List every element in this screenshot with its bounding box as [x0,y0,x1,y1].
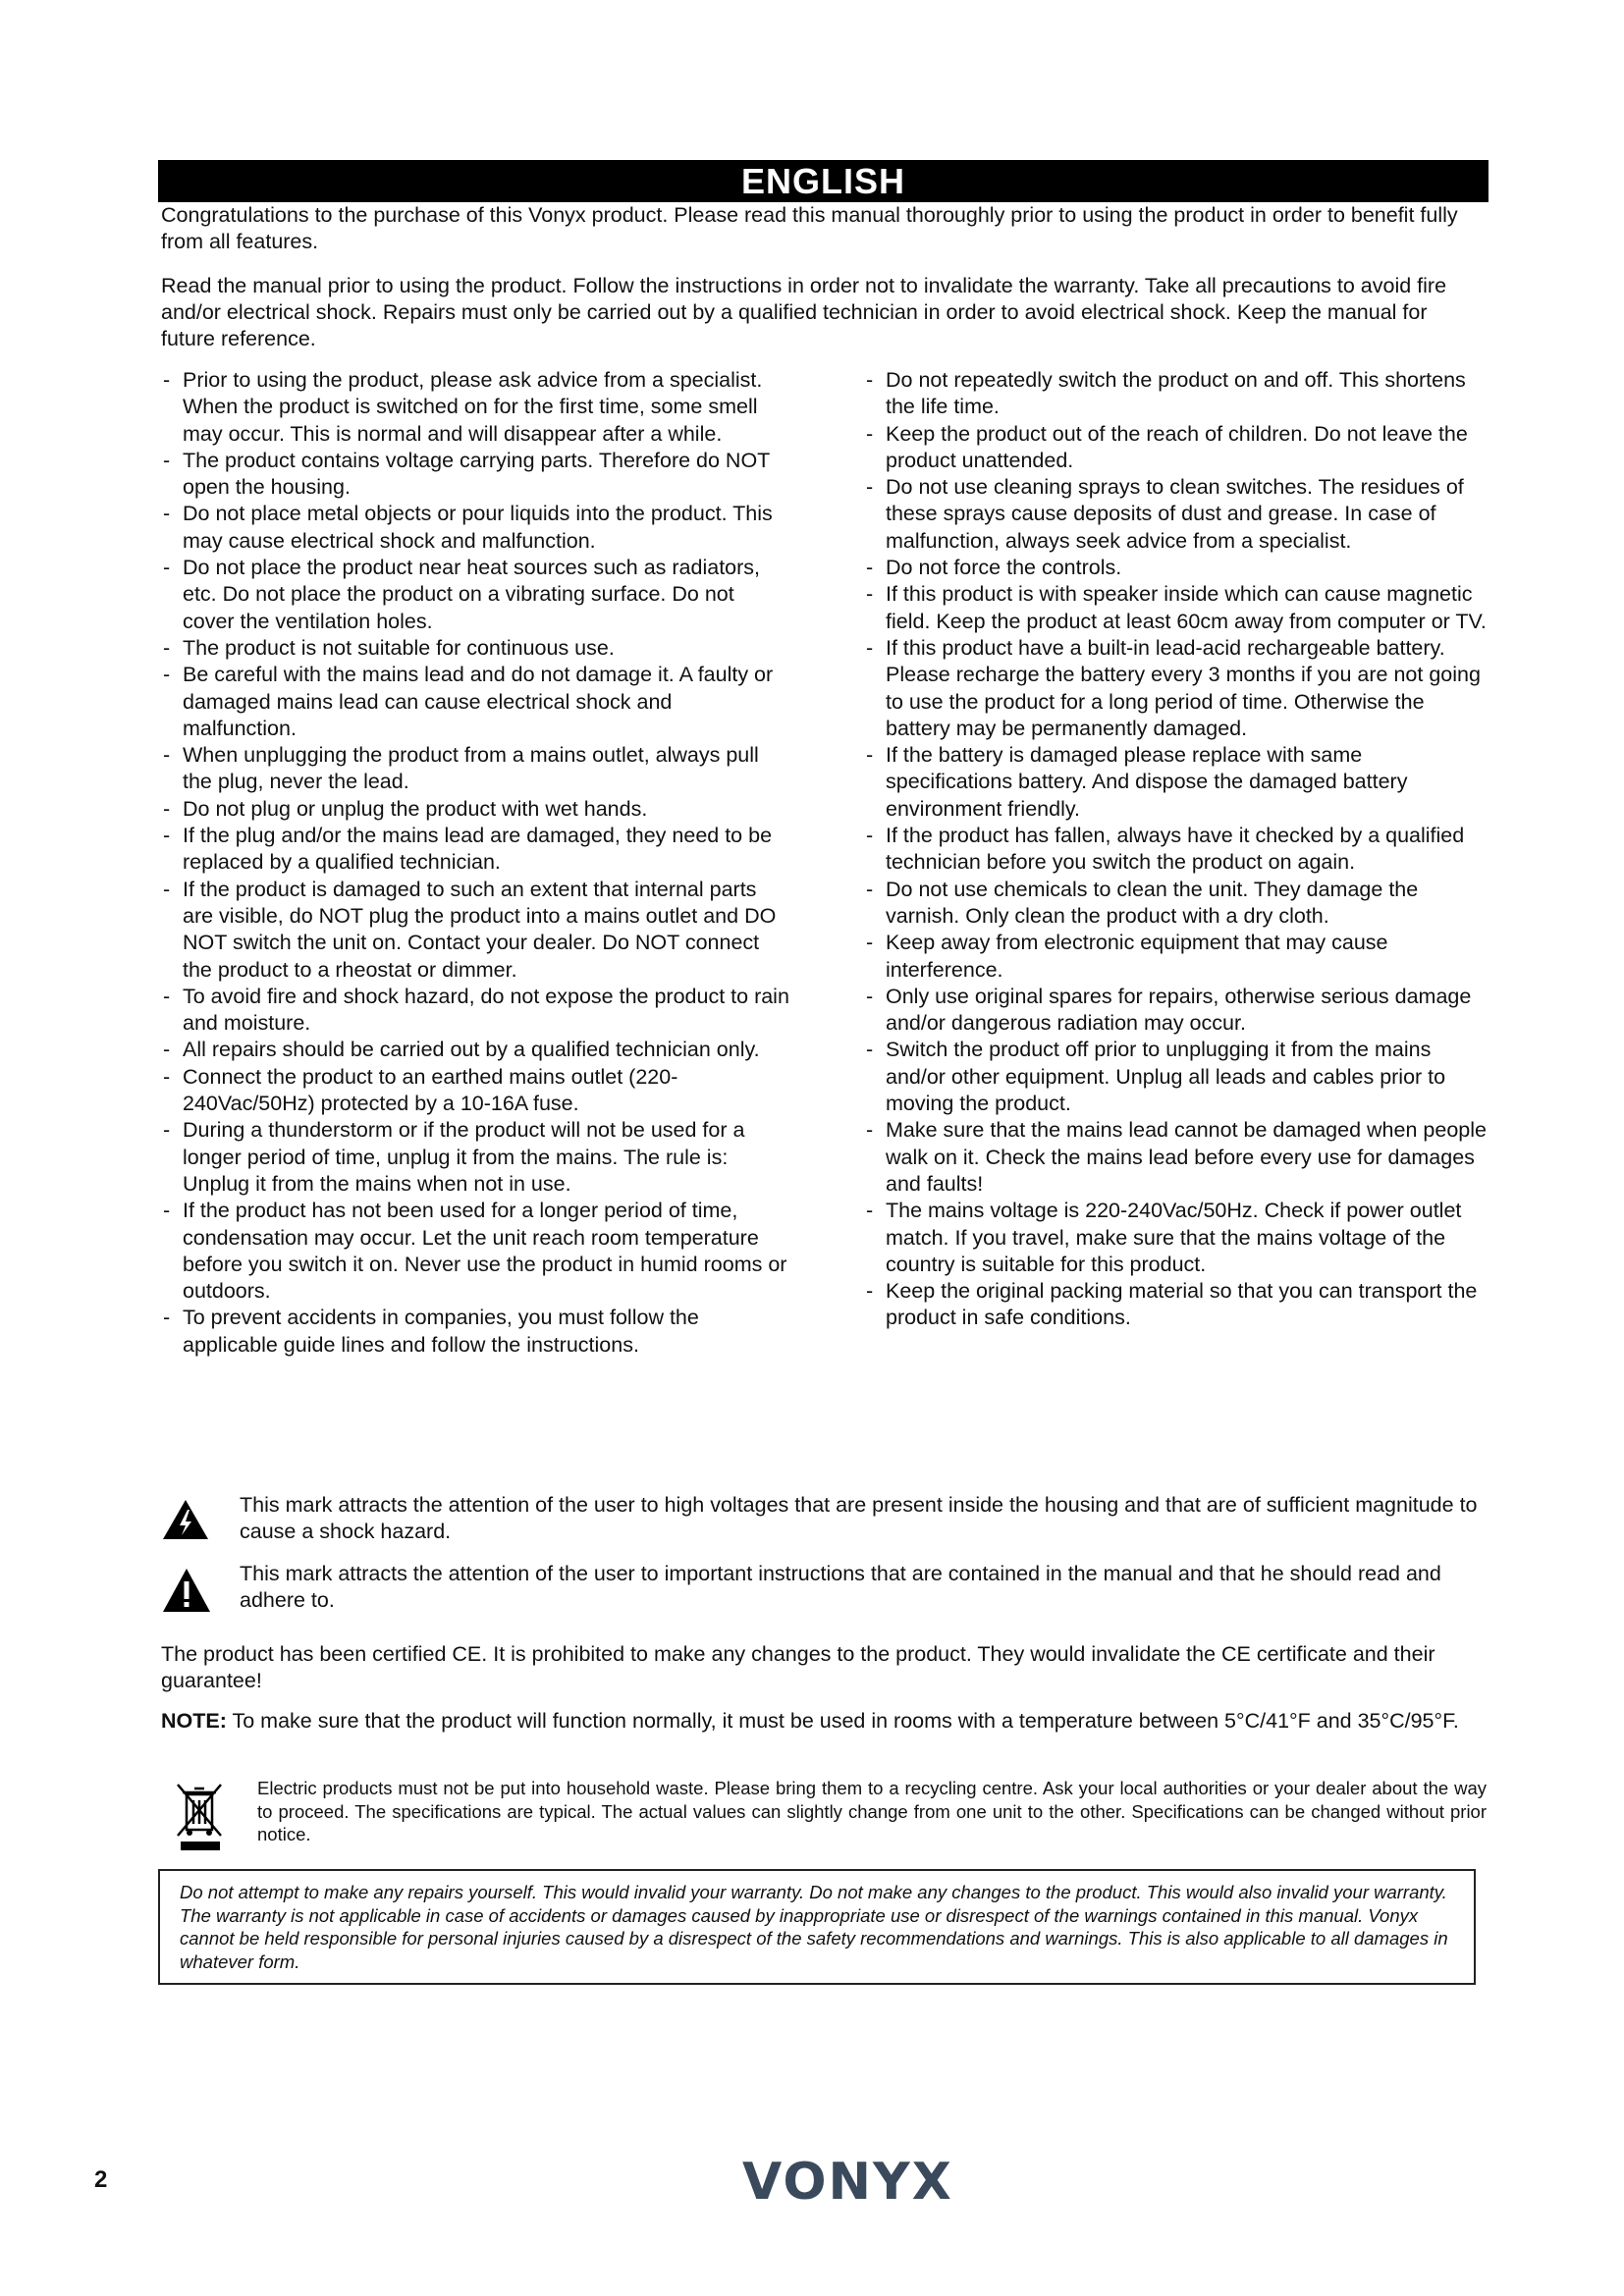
safety-item: - To prevent accidents in companies, you must follow the applicable guide lines and follow the instructions. [161,1305,789,1359]
safety-item: - The mains voltage is 220-240Vac/50Hz. Check if power outlet match. If you travel, make sure that the mains voltage of the country is suitable for this product. [864,1198,1492,1278]
important-instructions-text: This mark attracts the attention of the user to important instructions that are contained in the manual and that he should read and adhere to. [240,1562,1441,1612]
safety-item: - If the product has not been used for a longer period of time, condensation may occur. Let the unit reach room temperature before you switch it on. Never use the product in humid rooms or outdoors. [161,1198,789,1305]
language-banner: ENGLISH [158,160,1489,202]
safety-item: - The product is not suitable for continuous use. [161,635,789,662]
safety-item: - All repairs should be carried out by a qualified technician only. [161,1037,789,1063]
safety-item: - Do not place the product near heat sources such as radiators, etc. Do not place the product on a vibrating surface. Do not cover the ventilation holes. [161,555,789,635]
ce-paragraph: The product has been certified CE. It is prohibited to make any changes to the product. They would invalidate the CE certificate and their guarantee! [161,1642,1435,1692]
safety-item: - Prior to using the product, please ask advice from a specialist. When the product is switched on for the first time, some smell may occur. This is normal and will disappear after a while. [161,367,789,448]
high-voltage-text: This mark attracts the attention of the user to high voltages that are present inside the housing and that are of sufficient magnitude to cause a shock hazard. [240,1493,1478,1543]
warranty-disclaimer-box: Do not attempt to make any repairs yourself. This would invalid your warranty. Do not make any changes to the product. This would also invalid your warranty. The warranty is not applicable in case of accidents or damages caused by inappropriate use or disrespect of the warnings contained in this manual. Vonyx cannot be held responsible for personal injuries caused by a disrespect of the safety recommendations and warnings. This is also applicable to all damages in whatever form. [158,1869,1476,1985]
safety-item: - If the product is damaged to such an extent that internal parts are visible, do NOT plug the product into a mains outlet and DO NOT switch the unit on. Contact your dealer. Do NOT connect the product to a rheostat or dimmer. [161,877,789,984]
vonyx-logo [742,2152,978,2209]
intro-paragraph-2: Read the manual prior to using the product. Follow the instructions in order not to invalidate the warranty. Take all precautions to avoid fire and/or electrical shock. Repairs must only be carried out by a qualified technician in order to avoid electrical shock. Keep the manual for future reference. [161,274,1447,350]
high-voltage-mark [161,1492,1487,1551]
safety-item: - The product contains voltage carrying parts. Therefore do NOT open the housing. [161,448,789,502]
safety-item: - If this product have a built-in lead-acid rechargeable battery. Please recharge the battery every 3 months if you are not going to use the product for a long period of time. Otherwise the battery may be permanently damaged. [864,635,1492,742]
safety-item: - When unplugging the product from a mains outlet, always pull the plug, never the lead. [161,742,789,796]
safety-item: - Connect the product to an earthed mains outlet (220-240Vac/50Hz) protected by a 10-16A fuse. [161,1064,789,1118]
safety-item: - If this product is with speaker inside which can cause magnetic field. Keep the product at least 60cm away from computer or TV. [864,581,1492,635]
weee-text: Electric products must not be put into household waste. Please bring them to a recycling centre. Ask your local authorities or your dealer about the way to proceed. The specifications are typical. The actual values can slightly change from one unit to the other. Specifications can be changed without prior notice. [257,1778,1487,1844]
safety-item: - Only use original spares for repairs, otherwise serious damage and/or dangerous radiation may occur. [864,984,1492,1038]
safety-item: - Keep away from electronic equipment that may cause interference. [864,930,1492,984]
note-paragraph [161,1708,1487,1735]
safety-item: - Make sure that the mains lead cannot be damaged when people walk on it. Check the mains lead before every use for damages and faults! [864,1117,1492,1198]
safety-item: - Keep the product out of the reach of children. Do not leave the product unattended. [864,421,1492,475]
safety-list-right [864,367,1492,1332]
safety-item: - If the product has fallen, always have it checked by a qualified technician before you switch the product on again. [864,823,1492,877]
lightning-warning-icon [161,1498,210,1541]
intro-paragraph-1: Congratulations to the purchase of this Vonyx product. Please read this manual thoroughly prior to using the product in order to benefit fully from all features. [161,203,1458,253]
safety-item: - If the plug and/or the mains lead are damaged, they need to be replaced by a qualified technician. [161,823,789,877]
safety-item: - Do not place metal objects or pour liquids into the product. This may cause electrical shock and malfunction. [161,501,789,555]
note-label: NOTE: [161,1709,227,1733]
safety-item: - To avoid fire and shock hazard, do not expose the product to rain and moisture. [161,984,789,1038]
weee-notice [175,1777,1487,1855]
vonyx-logo-text: VONYX [742,2153,953,2209]
safety-item: - Do not use chemicals to clean the unit. They damage the varnish. Only clean the product with a dry cloth. [864,877,1492,931]
safety-item: - If the battery is damaged please replace with same specifications battery. And dispose the damaged battery environment friendly. [864,742,1492,823]
exclamation-warning-icon [161,1567,212,1614]
safety-item: - Do not plug or unplug the product with wet hands. [161,796,789,823]
weee-bin-icon [175,1779,226,1853]
safety-item: - Do not use cleaning sprays to clean switches. The residues of these sprays cause deposits of dust and grease. In case of malfunction, always seek advice from a specialist. [864,474,1492,555]
safety-item: - Do not repeatedly switch the product on and off. This shortens the life time. [864,367,1492,421]
safety-item: - Be careful with the mains lead and do not damage it. A faulty or damaged mains lead can cause electrical shock and malfunction. [161,662,789,742]
page-number: 2 [94,2166,108,2193]
safety-item: - During a thunderstorm or if the product will not be used for a longer period of time, unplug it from the mains. The rule is: Unplug it from the mains when not in use. [161,1117,789,1198]
safety-list-left [161,367,789,1359]
safety-item: - Switch the product off prior to unplugging it from the mains and/or other equipment. Unplug all leads and cables prior to moving the product. [864,1037,1492,1117]
safety-item: - Do not force the controls. [864,555,1492,581]
note-text: To make sure that the product will function normally, it must be used in rooms with a temperature between 5°C/41°F and 35°C/95°F. [226,1709,1459,1733]
important-instructions-mark [161,1561,1487,1629]
safety-item: - Keep the original packing material so that you can transport the product in safe conditions. [864,1278,1492,1332]
